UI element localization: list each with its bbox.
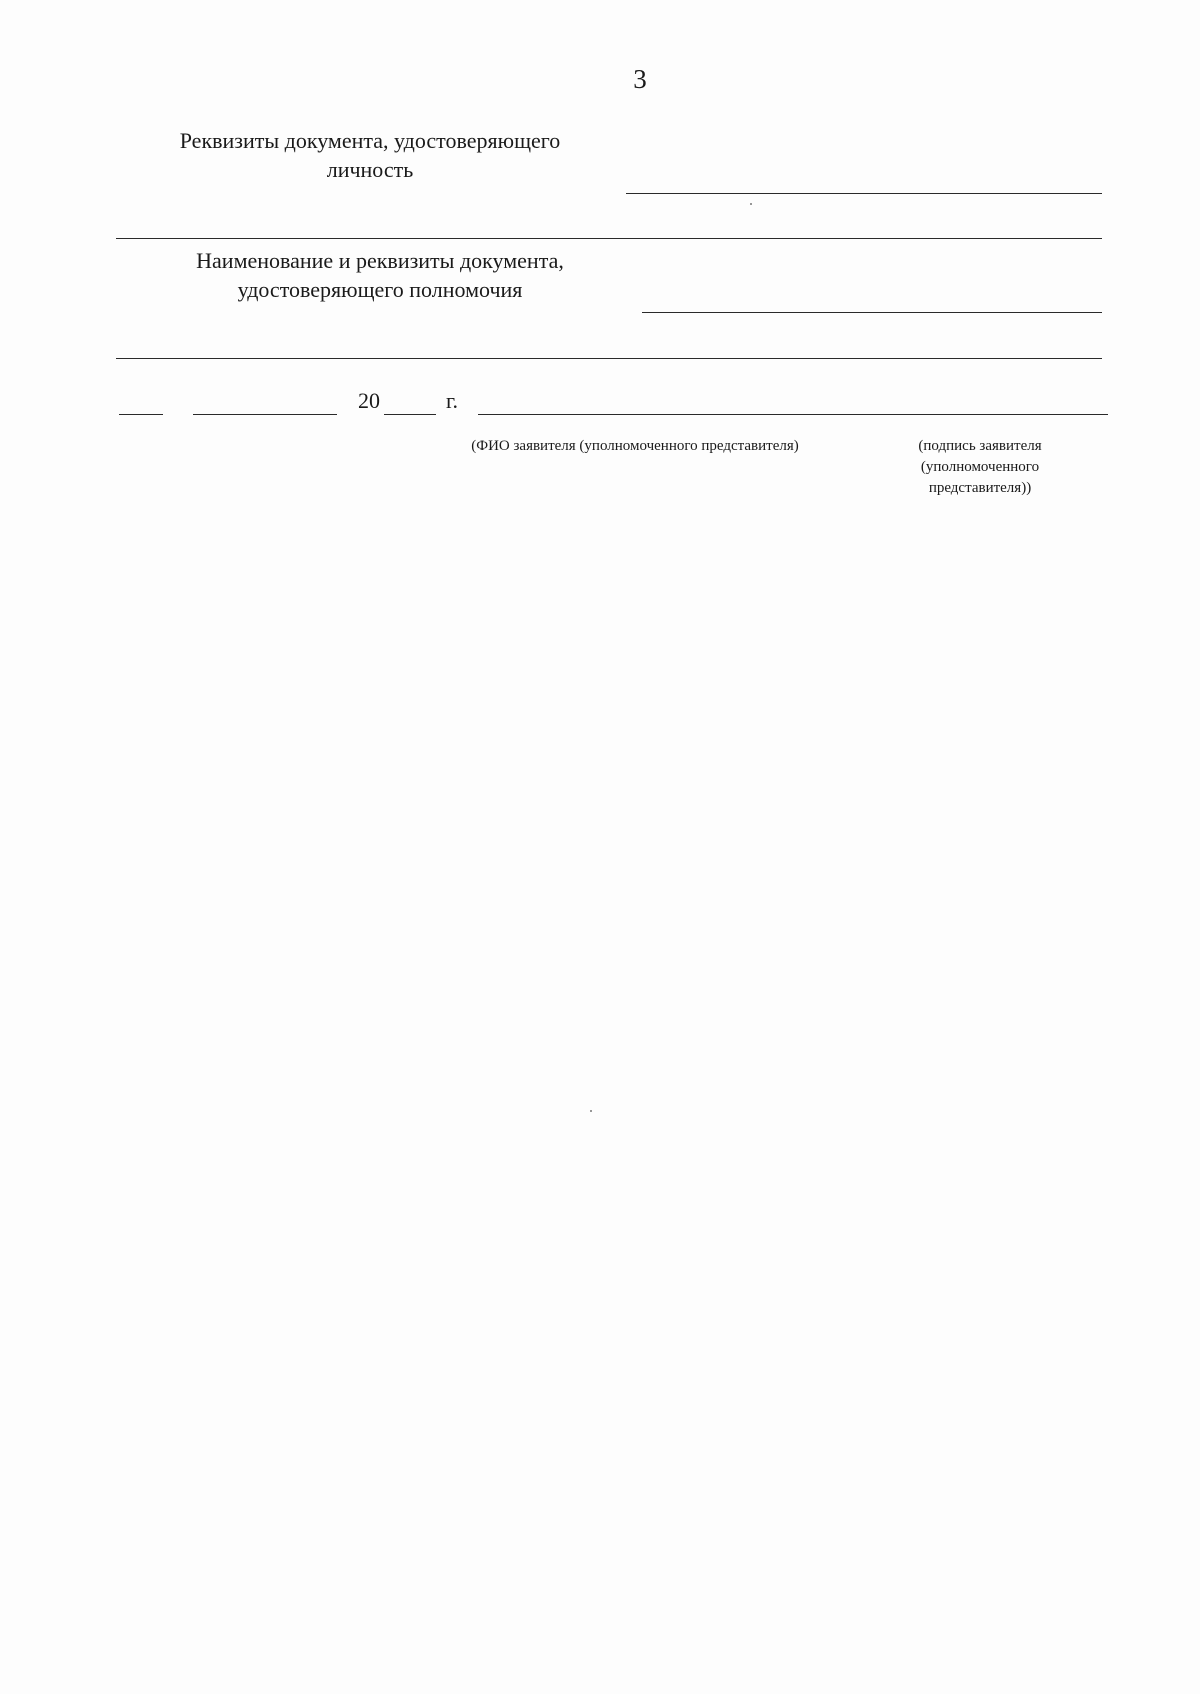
name-signature-blank [478,388,1108,415]
authority-document-label: Наименование и реквизиты документа, удостоверяющего полномочия [196,248,564,302]
scan-speck [750,203,752,205]
authority-document-line [642,312,1102,313]
year-blank [384,388,436,415]
scan-speck [590,1110,592,1112]
authority-document-line-continued [116,358,1102,359]
fio-caption: (ФИО заявителя (уполномоченного представителя) [471,438,799,454]
day-blank [119,388,163,415]
year-suffix: г. [446,388,459,413]
identity-document-label: Реквизиты документа, удостоверяющего личность [179,128,561,182]
identity-document-line-continued [116,238,1102,239]
month-blank [193,388,337,415]
signature-caption: (подпись заявителя (уполномоченного представителя)) [918,438,1042,496]
page-number: 3 [633,64,647,94]
identity-document-line [626,193,1102,194]
year-prefix: 20 [358,388,380,413]
date-signature-row [0,388,1200,422]
